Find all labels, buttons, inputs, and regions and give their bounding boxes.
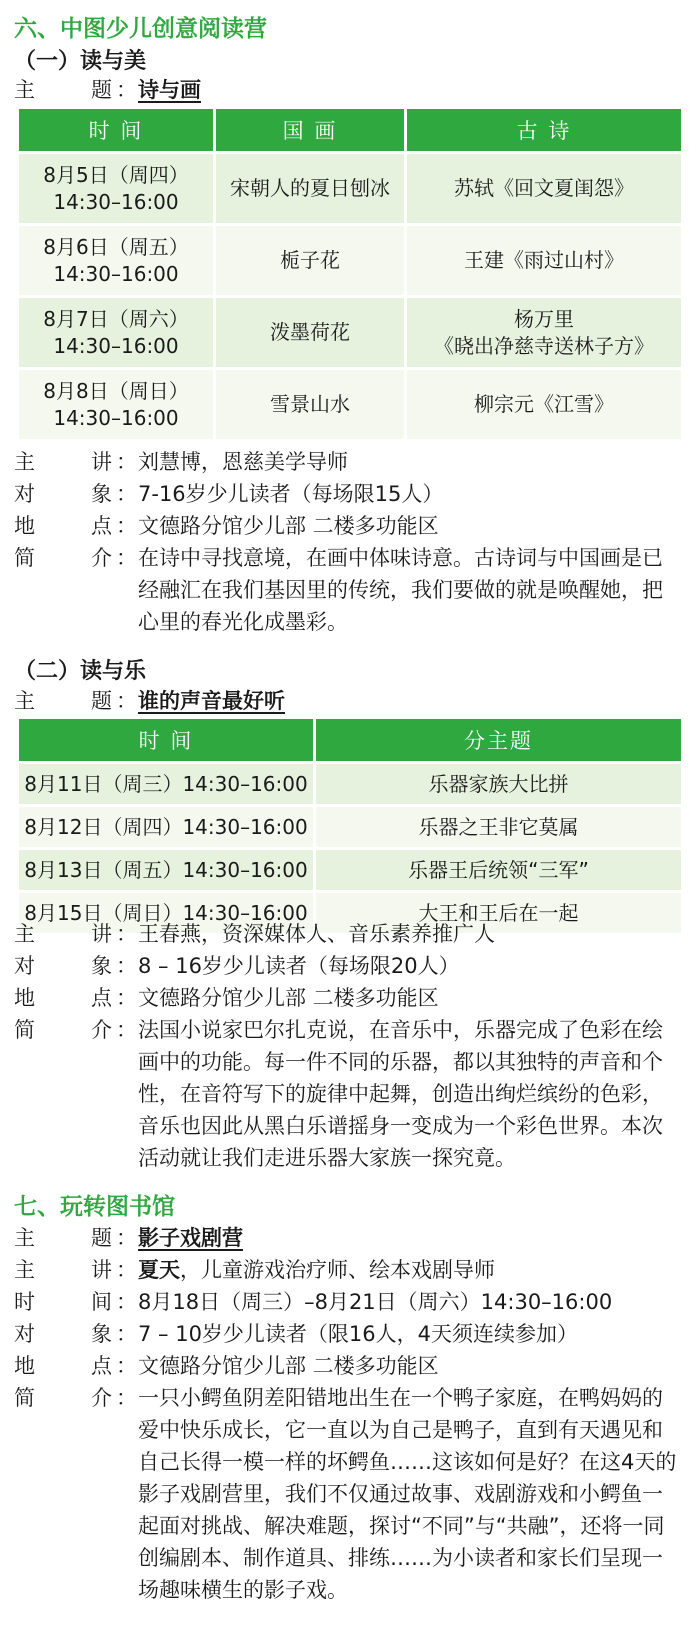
colon: ： bbox=[116, 1322, 137, 1346]
part-1-theme: 诗与画 bbox=[138, 78, 201, 102]
cell-painting: 雪景山水 bbox=[216, 370, 404, 439]
cell-topic: 乐器家族大比拼 bbox=[316, 764, 681, 804]
cell-painting: 宋朝人的夏日刨冰 bbox=[216, 154, 404, 223]
label-char: 象 bbox=[91, 954, 112, 978]
colon: ： bbox=[116, 450, 137, 474]
sec-7-audience: 7 – 10岁少儿读者（限16人，4天须连续参加） bbox=[138, 1322, 579, 1346]
cell-poem-line: 杨万里 bbox=[514, 306, 574, 331]
label-char: 题 bbox=[91, 78, 112, 102]
colon: ： bbox=[116, 1386, 137, 1410]
label-char: 对 bbox=[14, 1322, 35, 1346]
label-char: 点 bbox=[91, 1354, 112, 1378]
cell-poem-line: 王建《雨过山村》 bbox=[464, 248, 624, 272]
cell-poem bbox=[407, 226, 681, 295]
label-char: 简 bbox=[14, 546, 35, 570]
label-char: 讲 bbox=[91, 450, 112, 474]
label-char: 主 bbox=[14, 78, 35, 102]
cell-painting: 栀子花 bbox=[216, 226, 404, 295]
speaker-name: 夏天 bbox=[138, 1258, 180, 1282]
header-topic: 分主题 bbox=[316, 719, 681, 761]
label-char: 主 bbox=[14, 922, 35, 946]
label-char: 主 bbox=[14, 450, 35, 474]
cell-poem bbox=[407, 154, 681, 223]
cell-date: 8月8日（周日） bbox=[43, 378, 189, 403]
label-char: 讲 bbox=[91, 922, 112, 946]
label-char: 地 bbox=[14, 514, 35, 538]
cell-poem-line: 《晓出净慈寺送林子方》 bbox=[434, 333, 654, 358]
label-char: 象 bbox=[91, 1322, 112, 1346]
sec-7-place: 文德路分馆少儿部 二楼多功能区 bbox=[138, 1354, 439, 1378]
part-2-theme: 谁的声音最好听 bbox=[138, 689, 285, 713]
label-char: 时 bbox=[14, 1290, 35, 1314]
table-row bbox=[19, 226, 681, 295]
header-time: 时 间 bbox=[19, 719, 313, 761]
sec-7-theme: 影子戏剧营 bbox=[138, 1226, 243, 1250]
cell-hours: 14:30–16:00 bbox=[53, 261, 179, 286]
label-char: 讲 bbox=[91, 1258, 112, 1282]
colon: ： bbox=[116, 1226, 137, 1250]
cell-time bbox=[19, 154, 213, 223]
label-char: 介 bbox=[91, 1386, 112, 1410]
cell-time: 8月11日（周三）14:30–16:00 bbox=[19, 764, 313, 804]
label-char: 点 bbox=[91, 514, 112, 538]
part-2-intro: 法国小说家巴尔扎克说，在音乐中，乐器完成了色彩在绘画中的功能。每一件不同的乐器，都以其独特的声音和个性，在音符写下的旋律中起舞，创造出绚烂缤纷的色彩，音乐也因此从黑白乐谱摇身一变成为一个彩色世界。本次活动就让我们走进乐器大家族一探究竟。 bbox=[138, 1018, 663, 1170]
part-2-title: （二）读与乐 bbox=[14, 659, 147, 684]
label-char: 点 bbox=[91, 986, 112, 1010]
colon: ： bbox=[116, 1018, 137, 1042]
cell-painting: 泼墨荷花 bbox=[216, 298, 404, 367]
colon: ： bbox=[116, 546, 137, 570]
table-row bbox=[19, 298, 681, 367]
label-char: 象 bbox=[91, 482, 112, 506]
part-2-speaker: 王春燕，资深媒体人、音乐素养推广人 bbox=[138, 922, 495, 946]
cell-poem-line: 柳宗元《江雪》 bbox=[474, 392, 614, 416]
part-1-audience: 7-16岁少儿读者（每场限15人） bbox=[138, 482, 444, 506]
label-char: 介 bbox=[91, 546, 112, 570]
cell-time: 8月13日（周五）14:30–16:00 bbox=[19, 850, 313, 890]
label-char: 主 bbox=[14, 689, 35, 713]
label-char: 主 bbox=[14, 1226, 35, 1250]
label-char: 对 bbox=[14, 954, 35, 978]
speaker-desc: ，儿童游戏治疗师、绘本戏剧导师 bbox=[180, 1258, 495, 1282]
cell-time: 8月15日（周日）14:30–16:00 bbox=[19, 893, 313, 933]
sec-7-intro: 一只小鳄鱼阴差阳错地出生在一个鸭子家庭，在鸭妈妈的爱中快乐成长，它一直以为自己是鸭子，直到有天遇见和自己长得一模一样的坏鳄鱼……这该如何是好？在这4天的影子戏剧营里，我们不仅通过故事、戏剧游戏和小鳄鱼一起面对挑战、解决难题，探讨“不同”与“共融”，还将一同创编剧本、制作道具、排练……为小读者和家长们呈现一场趣味横生的影子戏。 bbox=[138, 1386, 677, 1602]
part-2-table bbox=[16, 716, 684, 936]
cell-time: 8月12日（周四）14:30–16:00 bbox=[19, 807, 313, 847]
colon: ： bbox=[116, 986, 137, 1010]
table-row bbox=[19, 154, 681, 223]
cell-date: 8月6日（周五） bbox=[43, 234, 189, 259]
label-char: 题 bbox=[91, 1226, 112, 1250]
cell-date: 8月7日（周六） bbox=[43, 306, 189, 331]
label-char: 间 bbox=[91, 1290, 112, 1314]
part-1-speaker: 刘慧博，恩慈美学导师 bbox=[138, 450, 348, 474]
cell-hours: 14:30–16:00 bbox=[53, 405, 179, 430]
sec-7-speaker bbox=[138, 1254, 698, 1286]
part-1-place: 文德路分馆少儿部 二楼多功能区 bbox=[138, 514, 439, 538]
cell-time bbox=[19, 298, 213, 367]
cell-hours: 14:30–16:00 bbox=[53, 333, 179, 358]
colon: ： bbox=[116, 514, 137, 538]
label-char: 地 bbox=[14, 986, 35, 1010]
colon: ： bbox=[116, 954, 137, 978]
colon: ： bbox=[116, 482, 137, 506]
cell-time bbox=[19, 370, 213, 439]
label-char: 题 bbox=[91, 689, 112, 713]
label-char: 对 bbox=[14, 482, 35, 506]
colon: ： bbox=[116, 1258, 137, 1282]
section-7-title: 七、玩转图书馆 bbox=[14, 1194, 175, 1220]
cell-topic: 大王和王后在一起 bbox=[316, 893, 681, 933]
table-row bbox=[19, 764, 681, 804]
header-time: 时 间 bbox=[19, 109, 213, 151]
part-2-place: 文德路分馆少儿部 二楼多功能区 bbox=[138, 986, 439, 1010]
table-row bbox=[19, 370, 681, 439]
label-char: 地 bbox=[14, 1354, 35, 1378]
part-1-intro: 在诗中寻找意境，在画中体味诗意。古诗词与中国画是已经融汇在我们基因里的传统，我们要做的就是唤醒她，把心里的春光化成墨彩。 bbox=[138, 546, 663, 634]
cell-date: 8月5日（周四） bbox=[43, 162, 189, 187]
label-char: 简 bbox=[14, 1018, 35, 1042]
cell-poem bbox=[407, 298, 681, 367]
part-1-title: （一）读与美 bbox=[14, 49, 147, 74]
colon: ： bbox=[116, 689, 137, 713]
cell-poem-line: 苏轼《回文夏闺怨》 bbox=[454, 176, 634, 200]
section-6-title: 六、中图少儿创意阅读营 bbox=[14, 16, 267, 42]
table-row bbox=[19, 850, 681, 890]
cell-hours: 14:30–16:00 bbox=[53, 189, 179, 214]
label-char: 简 bbox=[14, 1386, 35, 1410]
label-char: 主 bbox=[14, 1258, 35, 1282]
cell-topic: 乐器之王非它莫属 bbox=[316, 807, 681, 847]
cell-time bbox=[19, 226, 213, 295]
header-poem: 古 诗 bbox=[407, 109, 681, 151]
header-painting: 国 画 bbox=[216, 109, 404, 151]
sec-7-time: 8月18日（周三）–8月21日（周六）14:30–16:00 bbox=[138, 1290, 613, 1314]
cell-poem bbox=[407, 370, 681, 439]
colon: ： bbox=[116, 922, 137, 946]
table-row bbox=[19, 807, 681, 847]
label-char: 介 bbox=[91, 1018, 112, 1042]
colon: ： bbox=[116, 1290, 137, 1314]
cell-topic: 乐器王后统领“三军” bbox=[316, 850, 681, 890]
colon: ： bbox=[116, 1354, 137, 1378]
colon: ： bbox=[116, 78, 137, 102]
part-2-audience: 8 – 16岁少儿读者（每场限20人） bbox=[138, 954, 460, 978]
part-1-table bbox=[16, 106, 684, 442]
